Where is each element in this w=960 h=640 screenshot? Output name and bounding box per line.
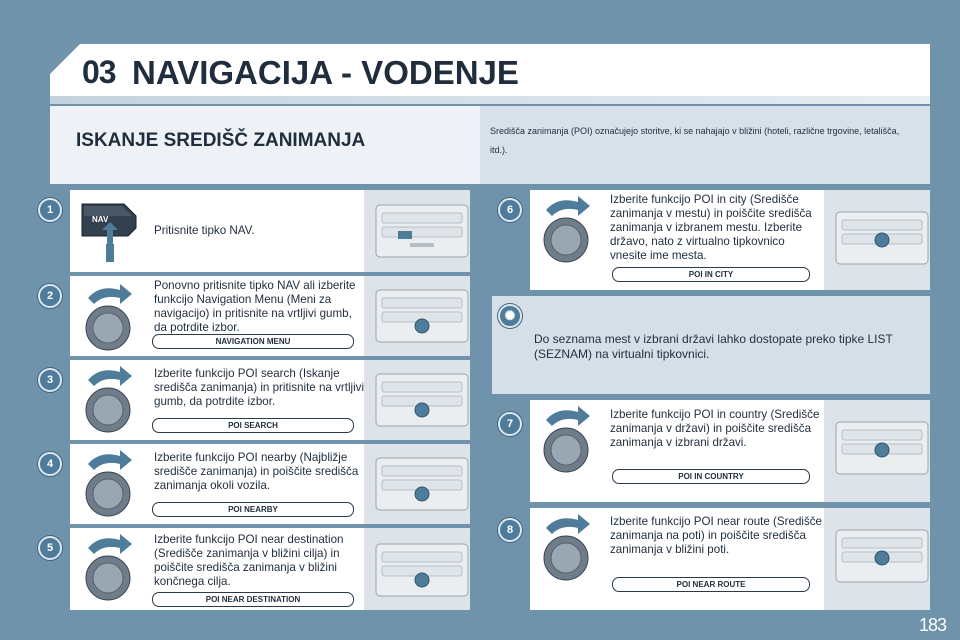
page-number: 183 bbox=[918, 615, 946, 635]
function-label-8: POI NEAR ROUTE bbox=[612, 577, 810, 592]
function-label-5: POI NEAR DESTINATION bbox=[152, 592, 354, 607]
head-unit-icon bbox=[374, 288, 470, 344]
head-unit-icon bbox=[834, 210, 930, 266]
step-text-1: Pritisnite tipko NAV. bbox=[154, 224, 255, 237]
step-text-6: Izberite funkcijo POI in city (Središče zanimanja v mestu) in poiščite središča zanimanja v izbranem mestu. Izberite državo, nato z virtualno tipkovnico vnesite ime mesta. bbox=[610, 193, 812, 262]
step-badge-7: 7 bbox=[498, 412, 522, 436]
step-text-7: Izberite funkcijo POI in country (Središče zanimanja v državi) in poiščite središča zanimanja v izbrani državi. bbox=[610, 408, 820, 449]
rotary-knob-icon bbox=[538, 192, 594, 272]
section-intro: Središča zanimanja (POI) označujejo storitve, ki se nahajajo v bližini (hoteli, različne trgovine, letališča, itd.). bbox=[490, 126, 900, 155]
function-label-3: POI SEARCH bbox=[152, 418, 354, 433]
function-label-2: NAVIGATION MENU bbox=[152, 334, 354, 349]
header-strip bbox=[50, 96, 930, 104]
step-badge-2: 2 bbox=[38, 284, 62, 308]
function-label-4: POI NEARBY bbox=[152, 502, 354, 517]
head-unit-icon bbox=[374, 372, 470, 428]
step-text-2: Ponovno pritisnite tipko NAV ali izberite funkcijo Navigation Menu (Meni za navigacijo) in pritisnite na vrtljivi gumb, da potrdite izbor. bbox=[154, 279, 356, 334]
step-text-4: Izberite funkcijo POI nearby (Najbližje središče zanimanja) in poiščite središča zanimanja okoli vozila. bbox=[154, 451, 359, 492]
nav-button-icon bbox=[76, 200, 146, 264]
function-label-7: POI IN COUNTRY bbox=[612, 469, 810, 484]
tip-text: Do seznama mest v izbrani državi lahko dostopate preko tipke LIST (SEZNAM) na virtualni tipkovnici. bbox=[534, 332, 893, 361]
nav-button-label: NAV bbox=[92, 215, 109, 224]
head-unit-icon bbox=[374, 203, 470, 259]
head-unit-icon bbox=[374, 542, 470, 598]
lightbulb-icon: ✺ bbox=[498, 304, 522, 328]
head-unit-icon bbox=[834, 528, 930, 584]
step-badge-5: 5 bbox=[38, 536, 62, 560]
rotary-knob-icon bbox=[80, 280, 136, 360]
step-text-8: Izberite funkcijo POI near route (Središče zanimanja na poti) in poiščite središča zanimanja v bližini poti. bbox=[610, 515, 823, 556]
step-badge-6: 6 bbox=[498, 198, 522, 222]
step-badge-3: 3 bbox=[38, 368, 62, 392]
rotary-knob-icon bbox=[538, 402, 594, 482]
head-unit-icon bbox=[834, 420, 930, 476]
step-badge-1: 1 bbox=[38, 198, 62, 222]
step-badge-8: 8 bbox=[498, 518, 522, 542]
head-unit-icon bbox=[374, 456, 470, 512]
rotary-knob-icon bbox=[80, 362, 136, 442]
step-badge-4: 4 bbox=[38, 452, 62, 476]
function-label-6: POI IN CITY bbox=[612, 267, 810, 282]
rotary-knob-icon bbox=[80, 446, 136, 526]
chapter-title: NAVIGACIJA - VODENJE bbox=[132, 54, 519, 91]
rotary-knob-icon bbox=[80, 530, 136, 610]
step-text-5: Izberite funkcijo POI near destination (Središče zanimanja v bližini cilja) in poiščite središča zanimanja v bližini končnega cilja. bbox=[154, 533, 344, 588]
chapter-number: 03 bbox=[82, 54, 116, 90]
section-title: ISKANJE SREDIŠČ ZANIMANJA bbox=[76, 130, 366, 151]
step-text-3: Izberite funkcijo POI search (Iskanje središča zanimanja) in pritisnite na vrtljivi gumb, da potrdite izbor. bbox=[154, 367, 365, 408]
rotary-knob-icon bbox=[538, 510, 594, 590]
